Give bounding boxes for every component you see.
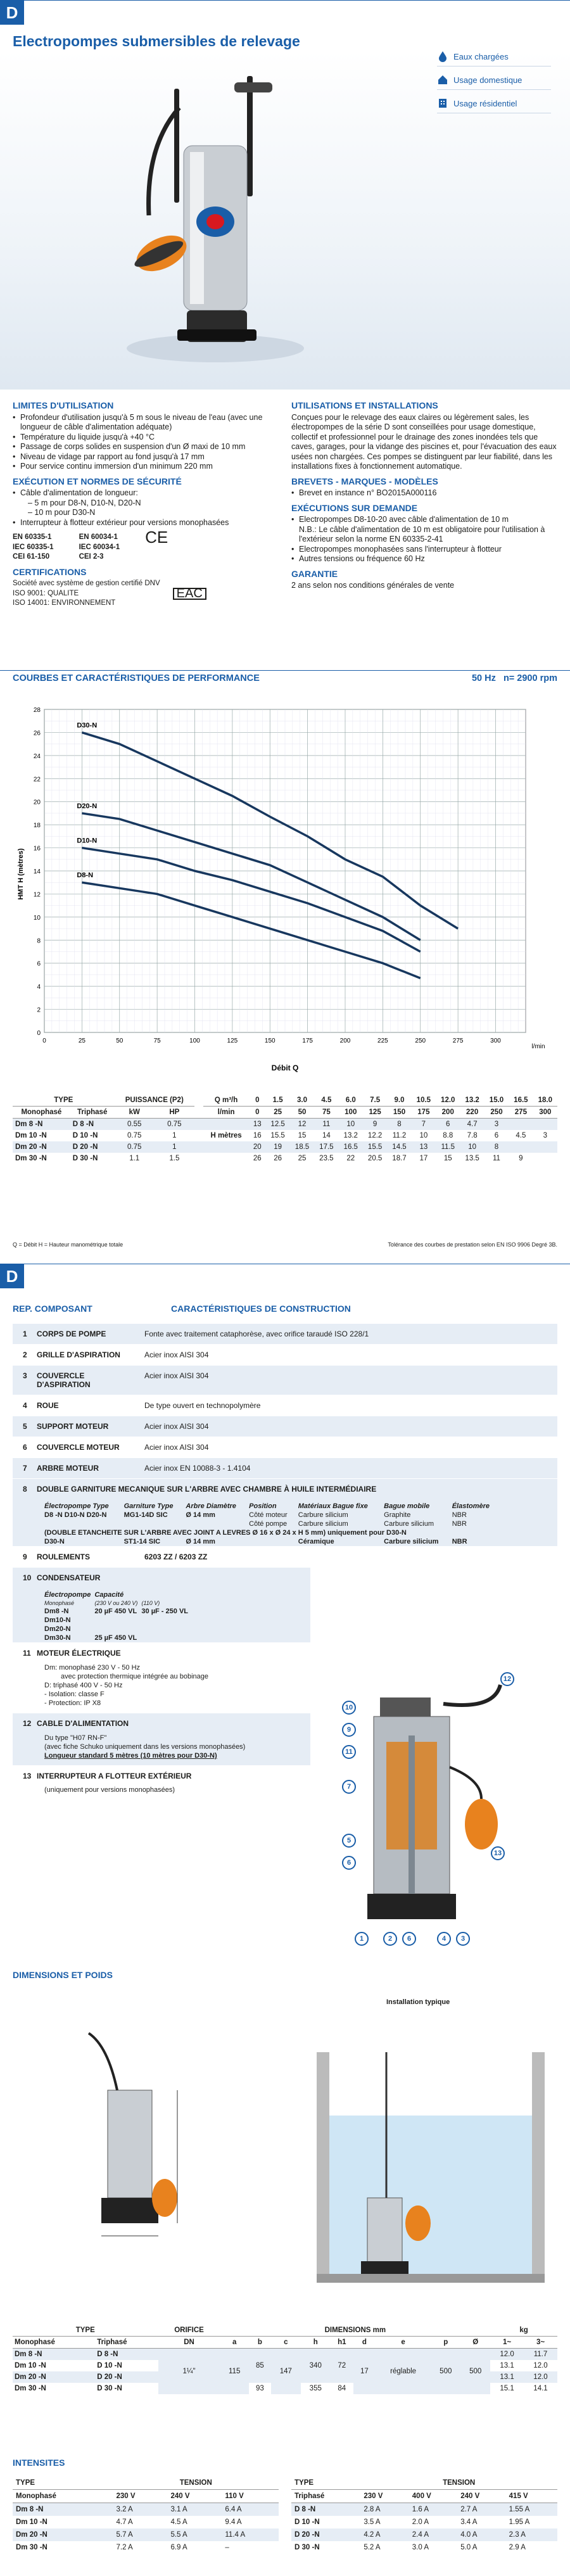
usage-list bbox=[437, 51, 551, 121]
x-unit-label: l/min bbox=[531, 1043, 545, 1050]
y-tick-label: 6 bbox=[37, 960, 41, 968]
eac-mark-icon: EAC bbox=[173, 588, 206, 600]
table-row: D 30 -N 5.2 A 3.0 A 5.0 A 2.9 A bbox=[294, 2544, 526, 2551]
x-tick-label: 75 bbox=[153, 1037, 161, 1044]
table-row: Dm 30 -N 7.2 A 6.9 A – bbox=[16, 2544, 229, 2551]
component-ref-heading: REP. COMPOSANT bbox=[13, 1304, 92, 1314]
y-axis-label: HMT H (mètres) bbox=[17, 848, 25, 900]
y-tick-label: 24 bbox=[33, 752, 41, 760]
ce-mark-icon: CE bbox=[145, 528, 168, 547]
y-tick-label: 28 bbox=[33, 707, 41, 714]
norms: EN 60335-1 IEC 60335-1 CEI 61-150 EN 60034-1 IEC 60034-1 CEI 2-3 CE bbox=[13, 533, 285, 562]
section-letter: D bbox=[0, 1, 24, 25]
table-row: Dm 8 -N 3.2 A 3.1 A 6.4 A bbox=[13, 2503, 279, 2516]
options-heading: EXÉCUTIONS SUR DEMANDE bbox=[291, 502, 418, 513]
page-header-2 bbox=[0, 1264, 570, 1284]
y-tick-label: 16 bbox=[33, 845, 41, 853]
usage-label: Usage résidentiel bbox=[453, 98, 517, 108]
performance-chart bbox=[13, 690, 557, 1083]
curves-header: COURBES ET CARACTÉRISTIQUES DE PERFORMANCE 50 Hz n= 2900 rpm bbox=[13, 673, 557, 683]
x-tick-label: 300 bbox=[490, 1037, 501, 1044]
cert-heading: CERTIFICATIONS bbox=[13, 566, 87, 577]
y-tick-label: 10 bbox=[33, 914, 41, 922]
y-tick-label: 14 bbox=[33, 868, 41, 875]
table-row: Dm 30 -N D 30 -N 1.1 1.5 26 26 25 23.5 22 20.5 18.7 17 15 13.5 11 9 bbox=[15, 1155, 523, 1162]
y-tick-label: 4 bbox=[37, 984, 41, 991]
y-tick-label: 12 bbox=[33, 891, 41, 899]
x-tick-label: 50 bbox=[116, 1037, 124, 1044]
usage-label: Usage domestique bbox=[453, 75, 522, 85]
series-label: D10-N bbox=[77, 837, 98, 845]
y-tick-label: 22 bbox=[33, 776, 41, 784]
limits-list: • Profondeur d'utilisation jusqu'à 5 m sous le niveau de l'eau (avec une longueur de câble d'alimentation adéquate) • Température du liquide jusqu'à +40 °C • Passage de corps solides en suspension d'un Ø maxi de 10 mm • Niveau de vidage par rapport au fond jusqu'à 17 mm • Pour service continu immersion d'un minimum 220 mm bbox=[13, 413, 285, 472]
building-icon bbox=[437, 98, 448, 109]
table-row: D 8 -N 2.8 A 1.6 A 2.7 A 1.55 A bbox=[291, 2503, 557, 2516]
usage-label: Eaux chargées bbox=[453, 51, 509, 61]
seal-table: Électropompe Type Garniture Type Arbre Diamètre Position Matériaux Bague fixe Bague mobile Élastomère D8 -N D10-N D20-N MG1-14D SIC Ø 14 mm Côté moteur Carbure silicium Graphite NBR Côté pompe Carbure silicium Carbure silicium NBR (DOUBLE ETANCHEITE SUR L'ARBRE AVEC JOINT A LEVRES Ø 16 x Ø 24 x H 5 mm) uniquement pour D30-N D30-N ST1-14 SIC Ø 14 mm Céramique Carbure silicium NBR bbox=[44, 1502, 490, 1545]
table-row: Dm 10 -N 4.7 A 4.5 A 9.4 A bbox=[16, 2518, 242, 2526]
dimensions-heading: DIMENSIONS ET POIDS bbox=[13, 1970, 113, 1980]
table-row: Dm 10 -N D 10 -N 0.75 1 H mètres 16 15.5 15 14 13.2 12.2 11.2 10 8.8 7.8 6 4.5 3 bbox=[15, 1132, 547, 1139]
component-row: 13 INTERRUPTEUR A FLOTTEUR EXTÉRIEUR (uniquement pour versions monophasées) bbox=[13, 1766, 310, 1797]
component-row: 3 COUVERCLE D'ASPIRATION Acier inox AISI 304 bbox=[13, 1366, 557, 1395]
left-column: LIMITES D'UTILISATION • Profondeur d'utilisation jusqu'à 5 m sous le niveau de l'eau (avec une longueur de câble d'alimentation adéquate) • Température du liquide jusqu'à +40 °C • Passage de corps solides en suspension d'un Ø maxi de 10 mm • Niveau de vidage par rapport au fond jusqu'à 17 mm • Pour service continu immersion d'un minimum 220 mm EXÉCUTION ET NORMES DE SÉCURITÉ • Câble d'alimentation de longueur: – 5 m pour D8-N, D10-N, D20-N – 10 m pour D30-N • Interrupteur à flotteur extérieur pour versions monophasées EN 60335-1 IEC 60335-1 CEI 61-150 EN 60034-1 IEC 60034-1 CEI 2-3 CE CERTIFICATIONS Société avec système de gestion certifié DNV ISO 9001: QUALITE ISO 14001: ENVIRONNEMENT EAC bbox=[13, 396, 285, 609]
x-tick-label: 250 bbox=[415, 1037, 426, 1044]
y-tick-label: 20 bbox=[33, 799, 41, 806]
section-letter: D bbox=[0, 1264, 24, 1288]
capacitor-table: Électropompe Capacité Monophasé (230 V ou 240 V) (110 V) Dm8 -N 20 µF 450 VL 30 µF - 250 VL Dm10-N Dm20-N Dm30-N 25 µF 450 VL bbox=[44, 1591, 188, 1642]
table-row: Dm 20 -N 5.7 A 5.5 A 11.4 A bbox=[13, 2528, 279, 2541]
page-title: Electropompes submersibles de relevage bbox=[13, 33, 300, 49]
house-icon bbox=[437, 74, 448, 86]
x-tick-label: 0 bbox=[42, 1037, 46, 1044]
dimension-drawings bbox=[13, 2008, 557, 2306]
right-column: UTILISATIONS ET INSTALLATIONS Conçues pour le relevage des eaux claires ou légèrement sales, les électropompes de la série D sont conseillées pour usage domestique, collectif et professionnel pour le drainage des zones inondées tels que caves, garages, pour la vidange des piscines et, pour l'évacuation des eaux usées non chargées. Ces pompes se distinguent par leur fiabilité, dans les installations fixes à fonctionnement automatique. BREVETS - MARQUES - MODÈLES • Brevet en instance n° BO2015A000116 EXÉCUTIONS SUR DEMANDE • Electropompes D8-10-20 avec câble d'alimentation de 10 m N.B.: Le câble d'alimentation de 10 m est obligatoire pour l'utilisation à l'extérieur selon la norme EN 60335-2-41 • Electropompes monophasées sans l'interrupteur à flotteur • Autres tensions ou fréquence 60 Hz GARANTIE 2 ans selon nos conditions générales de vente bbox=[291, 396, 557, 591]
x-tick-label: 25 bbox=[78, 1037, 86, 1044]
y-tick-label: 2 bbox=[37, 1006, 41, 1014]
series-label: D30-N bbox=[77, 721, 98, 730]
component-row: 8 DOUBLE GARNITURE MECANIQUE SUR L'ARBRE AVEC CHAMBRE À HUILE INTERMÉDIAIRE Électropompe Type Garniture Type Arbre Diamètre Position Matériaux Bague fixe Bague mobile Élastomère D8 -N D10-N D20-N MG1-14D SIC Ø 14 mm Côté moteur Carbure silicium Graphite NBR Côté pompe Carbure silicium Carbure silicium NBR (DOUBLE ETANCHEITE SUR L'ARBRE AVEC JOINT A LEVRES Ø 16 x Ø 24 x H 5 mm) uniquement pour D30-N D30-N ST1-14 SIC Ø 14 mm Céramique Carbure silicium NBR bbox=[13, 1479, 557, 1547]
construction-heading-2: CARACTÉRISTIQUES DE CONSTRUCTION bbox=[171, 1304, 351, 1314]
limits-heading: LIMITES D'UTILISATION bbox=[13, 400, 114, 410]
page-header bbox=[0, 0, 570, 20]
component-row: 7 ARBRE MOTEUR Acier inox EN 10088-3 - 1.4104 bbox=[13, 1458, 557, 1479]
series-label: D20-N bbox=[77, 802, 98, 810]
y-tick-label: 18 bbox=[33, 822, 41, 830]
uses-text: Conçues pour le relevage des eaux claires ou légèrement sales, les électropompes de la série D sont conseillées pour usage domestique, collectif et professionnel pour le drainage des zones inondées tels que caves, garages, pour la vidange des piscines et, pour l'évacuation des eaux usées non chargées. Ces pompes se distinguent par leur fiabilité, dans les installations fixes à fonctionnement automatique. bbox=[291, 412, 557, 471]
component-row: 12 CABLE D'ALIMENTATION Du type "H07 RN-F" (avec fiche Schuko uniquement dans les versions monophasées) Longueur standard 5 mètres (10 mètres pour D30-N) bbox=[13, 1713, 310, 1766]
usage-item bbox=[437, 98, 551, 113]
series-label: D8-N bbox=[77, 872, 94, 880]
water-drop-icon bbox=[437, 51, 448, 62]
component-row: 2 GRILLE D'ASPIRATION Acier inox AISI 304 bbox=[13, 1345, 557, 1366]
component-row: 11 MOTEUR ÉLECTRIQUE Dm: monophasé 230 V - 50 Hz avec protection thermique intégrée au bobinage D: triphasé 400 V - 50 Hz - Isolation: classe F - Protection: IP X8 bbox=[13, 1643, 310, 1713]
dimensions-table: TYPE ORIFICE DIMENSIONS mm kg Monophasé Triphasé DN a b c h h1 d e p Ø 1~ 3~ Dm 8 -N D 8 -N 1¼" 115 85 147 340 72 17 réglable 500 500 12.0 11.7 Dm 10 -N D 10 -N 13.1 12.0 Dm 20 -N D 20 -N 13.1 12.0 Dm 30 -N D 30 -N 93 355 84 15.1 14.1 bbox=[13, 2325, 557, 2394]
curves-title: COURBES ET CARACTÉRISTIQUES DE PERFORMANCE bbox=[13, 673, 260, 683]
x-tick-label: 100 bbox=[189, 1037, 200, 1044]
patents-heading: BREVETS - MARQUES - MODÈLES bbox=[291, 476, 438, 486]
component-row: 4 ROUE De type ouvert en technopolymère bbox=[13, 1395, 557, 1416]
x-tick-label: 175 bbox=[302, 1037, 313, 1044]
cross-section-diagram: 12 10 9 11 7 5 6 13 1 2 6 4 3 bbox=[336, 1672, 526, 1957]
component-row: 6 COUVERCLE MOTEUR Acier inox AISI 304 bbox=[13, 1437, 557, 1458]
y-tick-label: 8 bbox=[37, 937, 41, 945]
table-row: Dm 20 -N D 20 -N 0.75 1 20 19 18.5 17.5 16.5 15.5 14.5 13 11.5 10 8 bbox=[13, 1141, 557, 1153]
usage-item bbox=[437, 51, 551, 67]
construction-heading: EXÉCUTION ET NORMES DE SÉCURITÉ bbox=[13, 476, 182, 486]
install-label: Installation typique bbox=[386, 1998, 450, 2006]
table-row: Dm 8 -N D 8 -N 0.55 0.75 13 12.5 12 11 10 9 8 7 6 4.7 3 bbox=[13, 1119, 557, 1131]
component-row: 10 CONDENSATEUR Électropompe Capacité Monophasé (230 V ou 240 V) (110 V) Dm8 -N 20 µF 450 VL 30 µF - 250 VL Dm10-N Dm20-N Dm30-N 25 µF 450 VL bbox=[13, 1568, 310, 1643]
table-row: D 20 -N 4.2 A 2.4 A 4.0 A 2.3 A bbox=[291, 2528, 557, 2541]
x-tick-label: 125 bbox=[227, 1037, 238, 1044]
x-tick-label: 200 bbox=[339, 1037, 351, 1044]
component-row: 5 SUPPORT MOTEUR Acier inox AISI 304 bbox=[13, 1416, 557, 1437]
component-row: 9 ROULEMENTS 6203 ZZ / 6203 ZZ bbox=[13, 1547, 557, 1568]
component-row: 1 CORPS DE POMPE Fonte avec traitement cataphorèse, avec orifice taraudé ISO 228/1 bbox=[13, 1324, 557, 1345]
x-tick-label: 275 bbox=[452, 1037, 464, 1044]
warranty-heading: GARANTIE bbox=[291, 568, 338, 579]
intensities-heading: INTENSITES bbox=[13, 2458, 65, 2468]
y-tick-label: 0 bbox=[37, 1030, 41, 1037]
table-row: D 10 -N 3.5 A 2.0 A 3.4 A 1.95 A bbox=[294, 2518, 530, 2526]
usage-item bbox=[437, 74, 551, 90]
mono-intensity-table: TYPE TENSION Monophasé 230 V 240 V 110 V Dm 8 -N 3.2 A 3.1 A 6.4 A Dm 10 -N 4.7 A 4.5 A 9.4 A Dm 20 -N 5.7 A 5.5 A 11.4 A Dm 30 -N 7.2 A 6.9 A – bbox=[13, 2477, 279, 2554]
x-axis-label: Débit Q bbox=[271, 1063, 299, 1072]
performance-table: TYPE PUISSANCE (P2) Q m³/h 0 1.5 3.0 4.5 6.0 7.5 9.0 10.5 12.0 13.2 15.0 16.5 18.0 Monophasé Triphasé kW HP l/min 0 25 50 75 100 125 150 175 200 220 250 275 300 Dm 8 -N D 8 -N 0.55 0.75 13 12.5 12 11 10 9 8 7 6 4.7 3 Dm 10 -N D 10 -N 0.75 1 H mètres 16 15.5 15 14 13.2 12.2 11.2 10 8.8 7.8 6 4.5 3 Dm 20 -N D 20 -N 0.75 1 20 19 18.5 17.5 16.5 15.5 14.5 13 11.5 10 8 Dm 30 -N D 30 -N 1.1 1.5 26 26 25 23.5 22 20.5 18.7 17 15 13.5 11 9 bbox=[13, 1094, 557, 1164]
uses-heading: UTILISATIONS ET INSTALLATIONS bbox=[291, 400, 438, 410]
x-tick-label: 225 bbox=[377, 1037, 388, 1044]
tri-intensity-table: TYPE TENSION Triphasé 230 V 400 V 240 V 415 V D 8 -N 2.8 A 1.6 A 2.7 A 1.55 A D 10 -N 3.5 A 2.0 A 3.4 A 1.95 A D 20 -N 4.2 A 2.4 A 4.0 A 2.3 A D 30 -N 5.2 A 3.0 A 5.0 A 2.9 A bbox=[291, 2477, 557, 2554]
x-tick-label: 150 bbox=[264, 1037, 276, 1044]
construction-list: • Câble d'alimentation de longueur: – 5 m pour D8-N, D10-N, D20-N – 10 m pour D30-N • Interrupteur à flotteur extérieur pour versions monophasées bbox=[13, 488, 285, 528]
y-tick-label: 26 bbox=[33, 730, 41, 737]
